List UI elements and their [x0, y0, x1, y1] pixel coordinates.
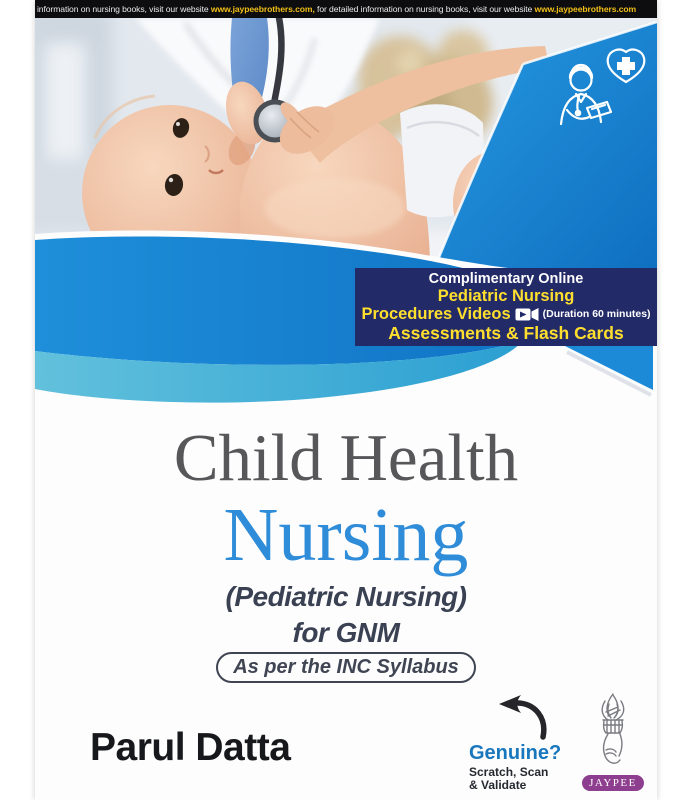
- book-subtitle-line-1: (Pediatric Nursing): [225, 581, 467, 612]
- book-cover: [35, 0, 657, 800]
- author-name: Parul Datta: [90, 726, 291, 769]
- website-link: www.jaypeebrothers.com,: [210, 4, 315, 14]
- promo-line-3-label: Procedures Videos: [361, 305, 511, 324]
- promo-line-1: Complimentary Online: [428, 270, 584, 287]
- genuine-instruction-2: & Validate: [469, 777, 527, 792]
- website-link: www.jaypeebrothers.com: [534, 4, 637, 14]
- top-bar-text: information on nursing books, visit our website: [37, 4, 211, 14]
- top-bar-text: for detailed information on nursing books, visit our website: [314, 4, 535, 14]
- jaypee-torch-icon: [587, 692, 639, 768]
- publisher-logo: [573, 692, 653, 791]
- promo-banner: [355, 268, 657, 346]
- syllabus-badge: As per the INC Syllabus: [216, 652, 476, 683]
- book-title-line-2: Nursing: [223, 493, 469, 577]
- curved-arrow-left-icon: [491, 694, 549, 740]
- genuine-title: Genuine?: [469, 742, 562, 764]
- genuine-instruction-1: Scratch, Scan: [469, 765, 549, 779]
- promo-line-3-note: (Duration 60 minutes): [542, 307, 651, 320]
- book-title-line-1: Child Health: [173, 421, 519, 495]
- publisher-name-badge: JAYPEE: [582, 775, 644, 791]
- video-camera-icon: [515, 307, 539, 322]
- promo-line-4: Assessments & Flash Cards: [388, 322, 624, 343]
- book-subtitle-line-2: for GNM: [292, 617, 400, 648]
- promo-line-2: Pediatric Nursing: [437, 286, 575, 305]
- top-info-bar: [35, 0, 657, 18]
